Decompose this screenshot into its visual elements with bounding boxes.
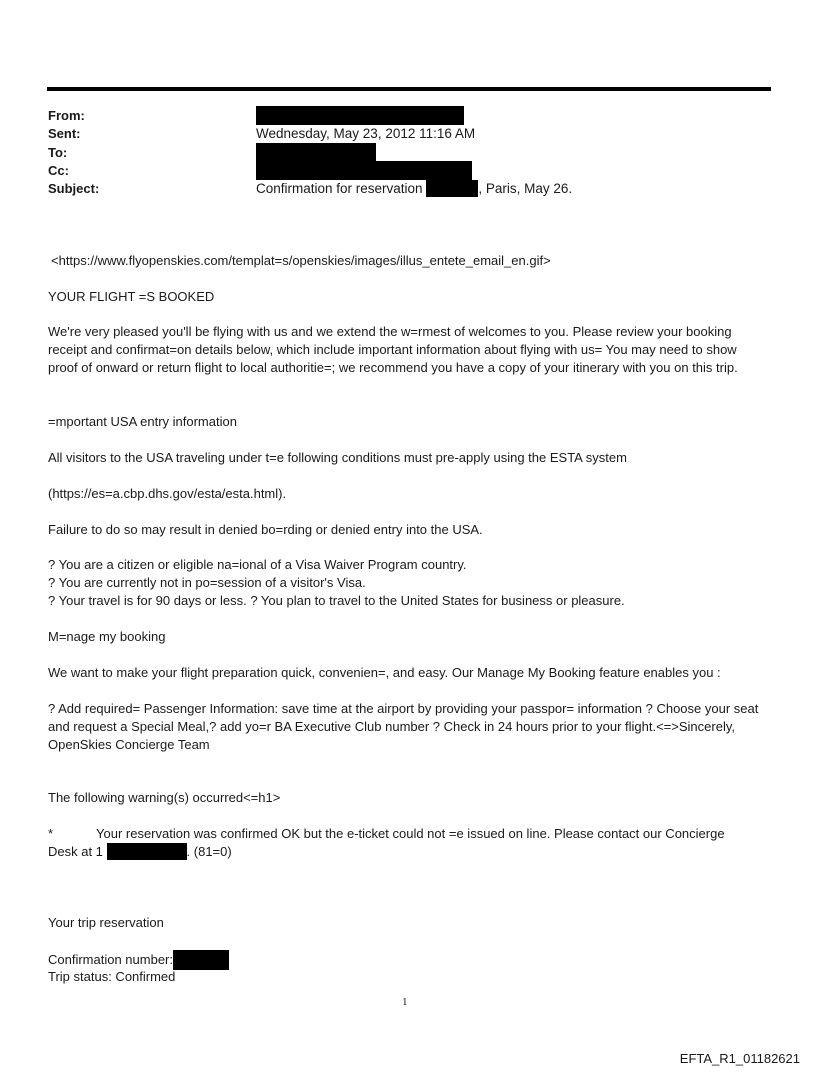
warning-heading: The following warning(s) occurred<=h1> — [48, 790, 281, 805]
cc-redaction — [256, 161, 472, 180]
sent-value: Wednesday, May 23, 2012 11:16 AM — [256, 126, 476, 141]
trip-heading: Your trip reservation — [48, 915, 164, 930]
subject-suffix: , Paris, May 26. — [478, 181, 573, 196]
to-redaction — [256, 143, 376, 162]
cc-label: Cc: — [48, 163, 69, 178]
warning-bullet: * — [48, 826, 54, 841]
confirmation-line — [48, 950, 768, 970]
warning-text: Your reservation was confirmed OK but the e-ticket could not =e issued on line. Please contact our Concierge — [96, 826, 725, 841]
page-number: 1 — [402, 996, 408, 1008]
manage-intro: We want to make your flight preparation quick, convenien=, and easy. Our Manage My Booking feature enables you : — [48, 665, 721, 680]
manage-heading: M=nage my booking — [48, 629, 166, 644]
header-rule — [47, 87, 771, 91]
condition-2: ? You are currently not in po=session of a visitor's Visa. — [48, 575, 366, 590]
welcome-paragraph: We're very pleased you'll be flying with us and we extend the w=rmest of welcomes to you. Please review your booking receipt and confirmat=on details below, which include important information about flying with us= You may need to show proof of onward or return flight to local authoritie=; we recommend you have a copy of your itinerary with you on this trip. — [48, 324, 738, 375]
subject-label: Subject: — [48, 181, 100, 196]
sent-label: Sent: — [48, 126, 81, 141]
usa-entry-heading: =mportant USA entry information — [48, 414, 237, 429]
from-redaction — [256, 106, 464, 125]
phone-redaction — [107, 843, 187, 860]
image-link: <https://www.flyopenskies.com/templat=s/openskies/images/illus_entete_email_en.gif> — [51, 253, 551, 268]
subject-prefix: Confirmation for reservation — [256, 181, 423, 196]
subject-value — [256, 180, 572, 198]
condition-1: ? You are a citizen or eligible na=ional of a Visa Waiver Program country. — [48, 557, 467, 572]
flight-booked-heading: YOUR FLIGHT =S BOOKED — [48, 289, 215, 304]
from-label: From: — [48, 108, 85, 123]
trip-status: Trip status: Confirmed — [48, 969, 176, 984]
failure-paragraph: Failure to do so may result in denied bo=rding or denied entry into the USA. — [48, 522, 483, 537]
esta-link: (https://es=a.cbp.dhs.gov/esta/esta.html). — [48, 486, 287, 501]
warning-line — [48, 825, 768, 843]
condition-3: ? Your travel is for 90 days or less. ? You plan to travel to the United States for business or pleasure. — [48, 593, 625, 608]
document-id: EFTA_R1_01182621 — [679, 1051, 800, 1066]
warning-desk-suffix: . (81=0) — [186, 844, 232, 859]
to-label: To: — [48, 145, 68, 160]
visitors-paragraph: All visitors to the USA traveling under t=e following conditions must pre-apply using the ESTA system — [48, 450, 627, 465]
confirmation-label: Confirmation number: — [48, 952, 173, 967]
warning-desk-prefix: Desk at 1 — [48, 844, 103, 859]
manage-items: ? Add required= Passenger Information: save time at the airport by providing your passpor= information ? Choose your seat and request a Special Meal,? add yo=r BA Executive Club number ? Check in 24 hours prior to your flight.<=>Sincerely, OpenSkies Concierge Team — [48, 701, 759, 752]
confirmation-redaction — [173, 950, 229, 970]
warning-desk-line — [48, 843, 768, 861]
reservation-redaction — [426, 180, 478, 197]
